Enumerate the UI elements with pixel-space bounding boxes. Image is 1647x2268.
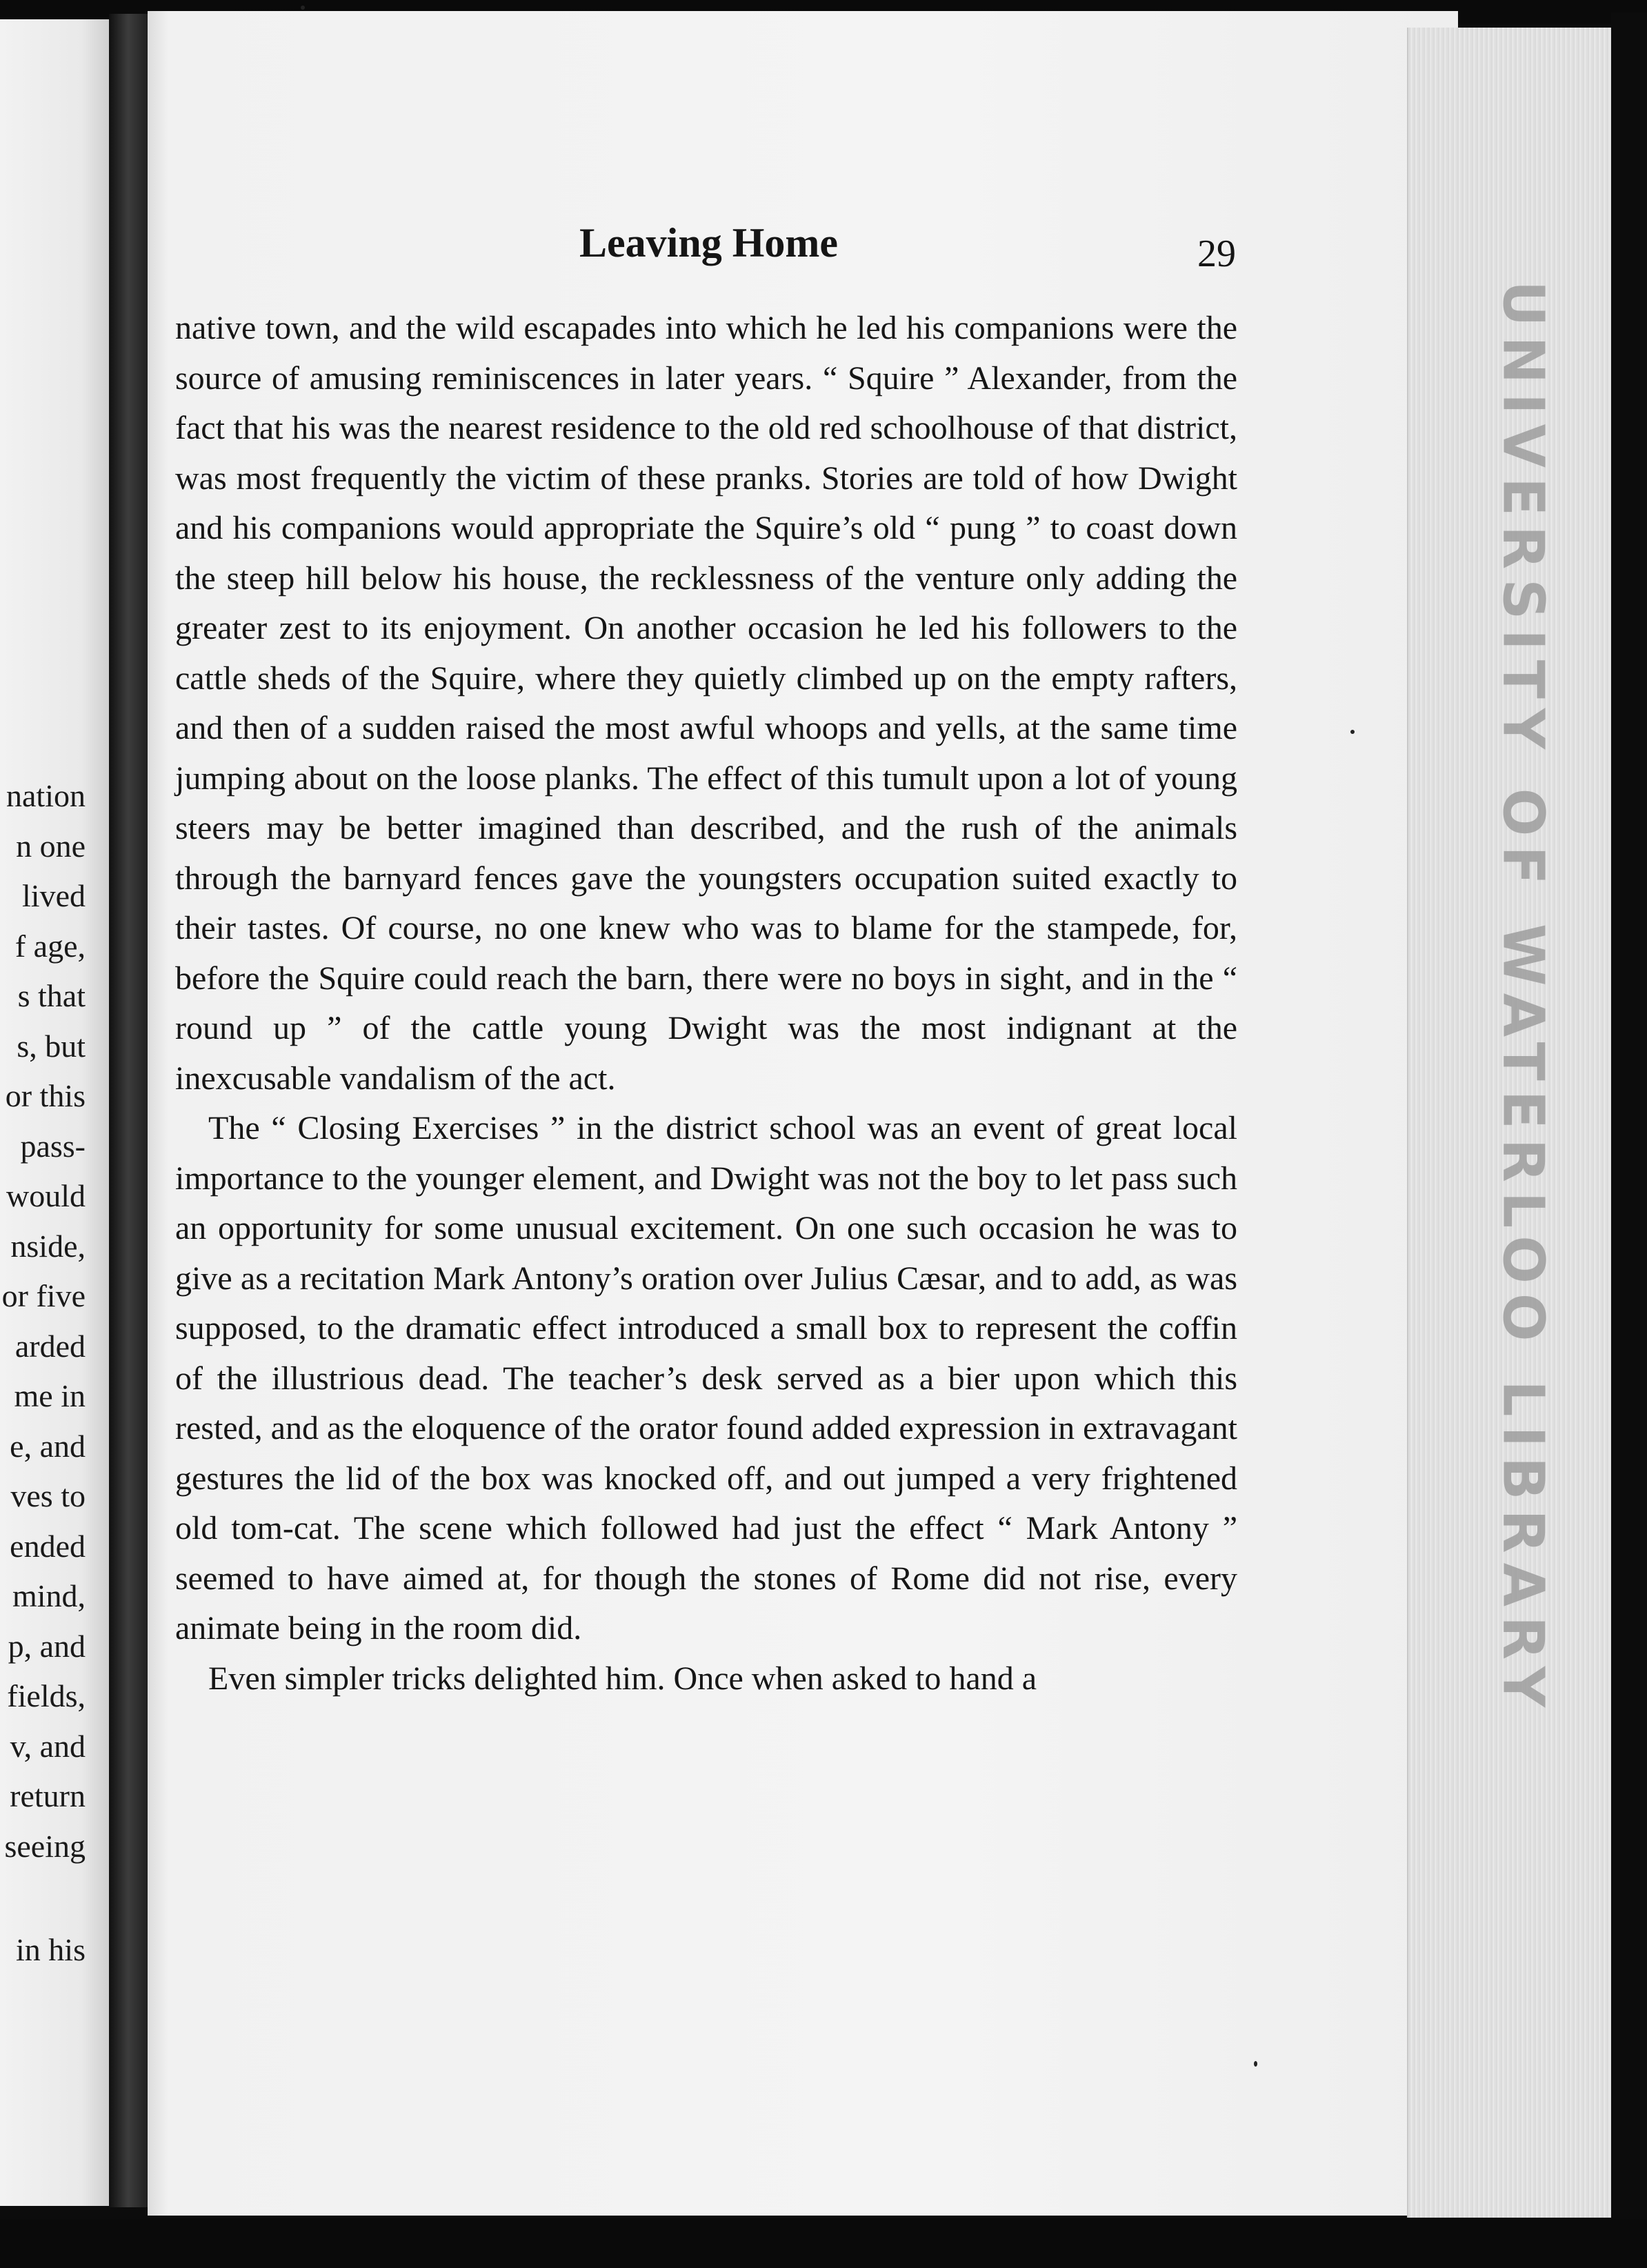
scan-speck: [1254, 2061, 1257, 2067]
running-header: Leaving Home: [579, 220, 838, 266]
facing-page-fragment: or this: [5, 1078, 86, 1113]
paragraph: The “ Closing Exercises ” in the district school was an event of great local importance to the younger element, and Dwight was not the boy to let pass such an opportunity for some unusual excitement. On one such occasion he was to give as a recitation Mark Antony’s oration over Julius Cæsar, and to add, as was supposed, to the dramatic effect introduced a small box to represent the coffin of the illustrious dead. The teacher’s desk served as a bier upon which this rested, and as the eloquence of the orator found added expression in extravagant gestures the lid of the box was knocked off, and out jumped a very frightened old tom-cat. The scene which followed had just the effect “ Mark Antony ” seemed to have aimed at, for though the stones of Rome did not rise, every animate being in the room did.: [175, 1110, 1237, 1647]
scan-bottom-border: [0, 2220, 1647, 2268]
facing-page-fragment: s, but: [17, 1028, 86, 1064]
facing-page-fragment: fields,: [7, 1678, 86, 1713]
facing-page-fragment: ended: [10, 1529, 86, 1564]
facing-page-fragment: arded: [14, 1329, 86, 1364]
facing-page-fragment: in his: [16, 1932, 86, 1967]
facing-page-fragment: nation: [6, 778, 86, 813]
library-edge-stamp: UNIVERSITY OF WATERLOO LIBRARY: [1490, 280, 1556, 1718]
facing-page-fragment: v, and: [10, 1729, 86, 1764]
facing-page-fragment: nside,: [10, 1228, 86, 1264]
facing-page: [0, 19, 109, 2206]
facing-page-fragment: mind,: [12, 1578, 86, 1613]
facing-page-fragment: n one: [16, 828, 86, 864]
facing-page-fragment: s that: [17, 978, 86, 1013]
facing-page-fragment: pass-: [20, 1128, 86, 1164]
scan-speck: [301, 6, 305, 10]
paragraph: Even simpler tricks delighted him. Once when asked to hand a: [208, 1660, 1037, 1697]
paragraph: native town, and the wild escapades into which he led his companions were the source of amusing reminiscences in later years. “ Squire ” Alexander, from the fact that his was the nearest residence to the old red schoolhouse of that district, was most frequently the victim of these pranks. Stories are told of how Dwight and his companions would appropriate the Squire’s old “ pung ” to coast down the steep hill below his house, the recklessness of the venture only adding the greater zest to its enjoyment. On another occasion he led his followers to the cattle sheds of the Squire, where they quietly climbed up on the empty rafters, and then of a sudden raised the most awful whoops and yells, at the same time jumping about on the loose planks. The effect of this tumult upon a lot of young steers may be better imagined than described, and the rush of the animals through the barnyard fences gave the youngsters occupation suited exactly to their tastes. Of course, no one knew who was to blame for the stampede, for, before the Squire could reach the barn, there were no boys in sight, and in the “ round up ” of the cattle young Dwight was the most indignant at the inexcusable vandalism of the act.: [175, 310, 1237, 1097]
facing-page-fragment: p, and: [8, 1629, 86, 1664]
facing-page-fragment: or five: [1, 1278, 86, 1313]
page-number: 29: [1197, 232, 1236, 275]
facing-page-fragment: lived: [22, 878, 86, 913]
scan-speck: [1350, 730, 1355, 734]
facing-page-fragment: f age,: [14, 928, 86, 964]
facing-page-fragment: seeing: [4, 1829, 86, 1864]
facing-page-fragment: ves to: [10, 1478, 86, 1513]
body-text: [175, 304, 1237, 1704]
facing-page-fragment: would: [6, 1178, 86, 1213]
facing-page-fragment: e, and: [10, 1429, 86, 1464]
facing-page-fragment: return: [10, 1778, 86, 1813]
book-gutter: [109, 14, 152, 2207]
scan-right-border: [1611, 12, 1647, 2227]
facing-page-fragment: me in: [14, 1378, 86, 1413]
